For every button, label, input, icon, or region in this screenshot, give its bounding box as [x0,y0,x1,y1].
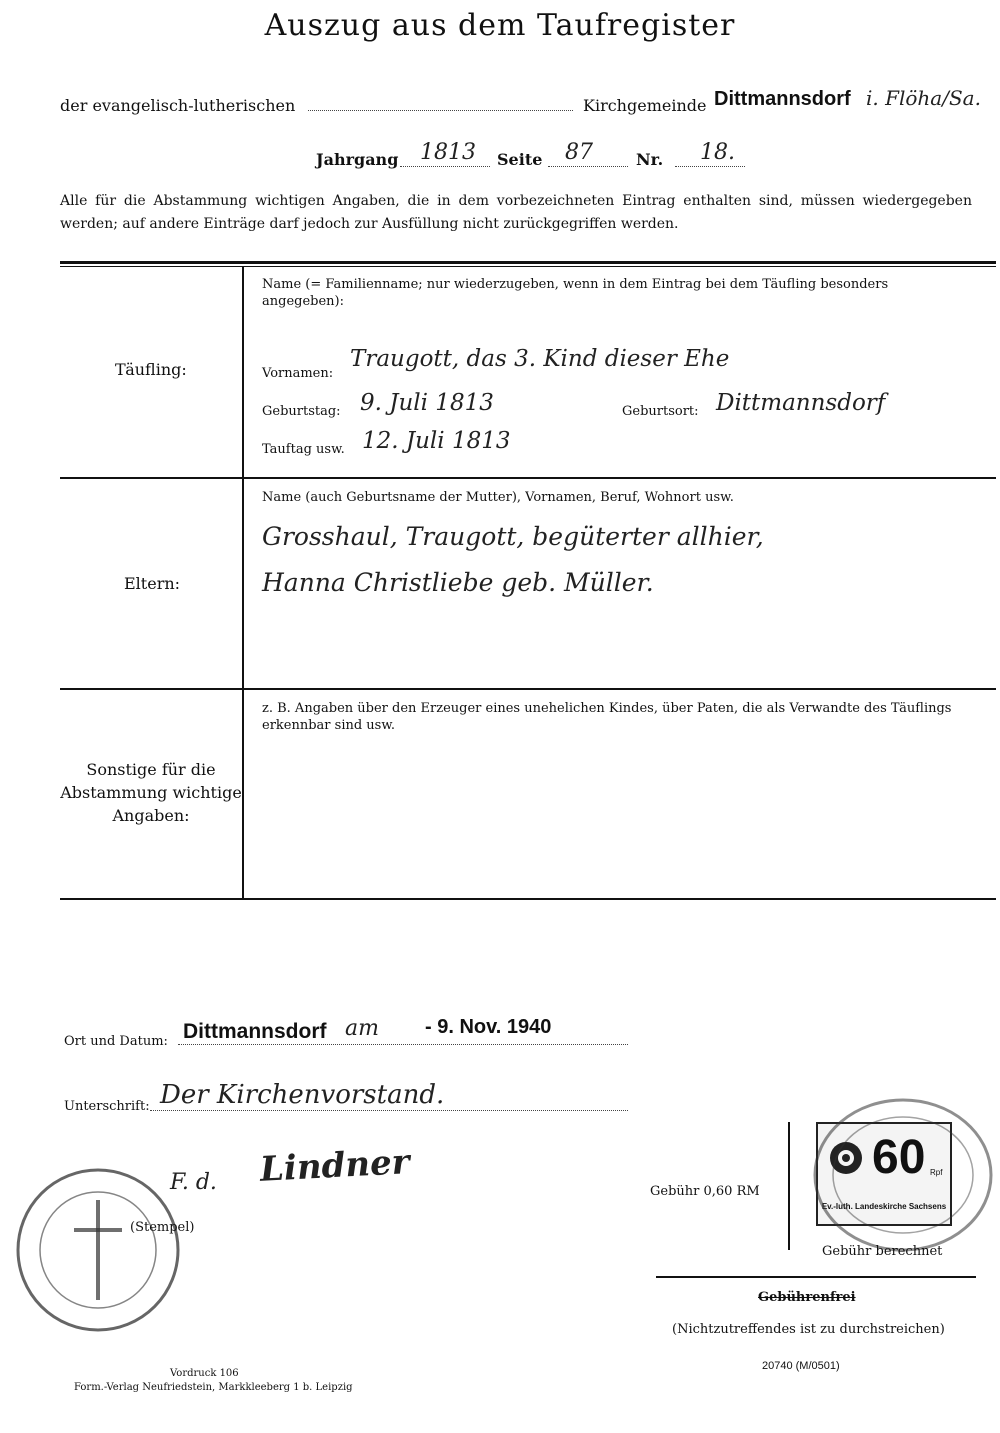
table-top-rule [60,261,996,264]
other-label-line-3: Angaben: [112,806,190,825]
other-note: z. B. Angaben über den Erzeuger eines unehelichen Kindes, über Paten, die als Verwandte des Täuflings erkennbar sind usw. [262,701,952,733]
number-value: 18. [700,140,735,165]
stamp-value: 60 [872,1131,926,1184]
other-label-line-2: Abstammung wichtige [60,783,242,802]
strike-note: (Nichtzutreffendes ist zu durchstreichen) [672,1322,945,1337]
form-code: 20740 (M/0501) [762,1360,840,1372]
baptism-date-value: 12. Juli 1813 [362,428,511,454]
year-label: Jahrgang [316,150,399,169]
birth-place-label: Geburtsort: [622,404,699,419]
parish-label: Kirchgemeinde [583,96,707,115]
denomination-dotline [308,110,573,111]
parish-note: i. Flöha/Sa. [866,86,981,110]
birth-place-value: Dittmannsdorf [716,390,886,416]
parents-note: Name (auch Geburtsname der Mutter), Vornamen, Beruf, Wohnort usw. [262,490,734,505]
stamp-issuer: Ev.-luth. Landeskirche Sachsens [821,1202,947,1211]
parents-section-label: Eltern: [124,574,181,593]
church-seal-graphic [8,1160,188,1340]
table-bottom-rule [60,898,996,900]
page-title: Auszug aus dem Taufregister [264,8,736,43]
parents-line-1: Grosshaul, Traugott, begüterter allhier, [262,522,764,551]
table-row-divider-2 [60,688,996,690]
date-connector: am [345,1016,379,1041]
first-names-value: Traugott, das 3. Kind dieser Ehe [350,346,730,372]
place-date-dotline [178,1044,628,1045]
birth-date-value: 9. Juli 1813 [360,390,494,416]
print-line-2: Form.-Verlag Neufriedstein, Markkleeberg 1 b. Leipzig [74,1382,353,1393]
fee-separator [656,1276,976,1278]
year-value: 1813 [420,140,476,165]
first-names-label: Vornamen: [262,366,334,381]
page-dotline [548,166,628,167]
signer-prefix: F. d. [170,1170,217,1195]
table-row-divider-1 [60,477,996,479]
parish-name: Dittmannsdorf [714,88,851,110]
denomination-label: der evangelisch-lutherischen [60,96,296,115]
fee-label: Gebühr 0,60 RM [650,1184,760,1199]
page-value: 87 [565,140,593,165]
number-dotline [675,166,745,167]
fee-bracket [788,1122,794,1250]
other-label-line-1: Sonstige für die [86,760,216,779]
instruction-text: Alle für die Abstammung wichtigen Angaben, die in dem vorbezeichneten Eintrag enthalten sind, müssen wiedergegeben werden; auf andere Einträge darf jedoch zur Ausfüllung nicht zurückgegriffen werden. [60,193,972,232]
signature-dotline [150,1110,628,1111]
other-section-label [60,758,242,827]
number-label: Nr. [636,150,664,169]
year-dotline [400,166,490,167]
fee-charged: Gebühr berechnet [822,1244,943,1259]
signature-value: Der Kirchenvorstand. [160,1080,445,1110]
signature-label: Unterschrift: [64,1099,150,1114]
table-top-rule-thin [60,266,996,267]
baptism-date-label: Tauftag usw. [262,442,345,457]
table-column-divider [242,266,244,898]
stamp-unit: Rpf [930,1168,943,1177]
signer-signature: Lindner [259,1142,411,1190]
place-value: Dittmannsdorf [183,1020,327,1043]
church-seal [8,1160,188,1340]
seal-label: (Stempel) [130,1220,195,1235]
page-label: Seite [497,150,543,169]
date-value: - 9. Nov. 1940 [425,1016,552,1038]
baptized-section-label: Täufling: [115,360,187,379]
parents-line-2: Hanna Christliebe geb. Müller. [262,568,654,597]
baptized-name-note: Name (= Familienname; nur wiederzugeben, wenn in dem Eintrag bei dem Täufling besonders angegeben): [262,277,889,309]
cancellation-seal [808,1090,998,1260]
print-line-1: Vordruck 106 [170,1368,239,1379]
birth-date-label: Geburtstag: [262,404,341,419]
place-date-label: Ort und Datum: [64,1034,168,1049]
fee-free: Gebührenfrei [758,1290,856,1305]
